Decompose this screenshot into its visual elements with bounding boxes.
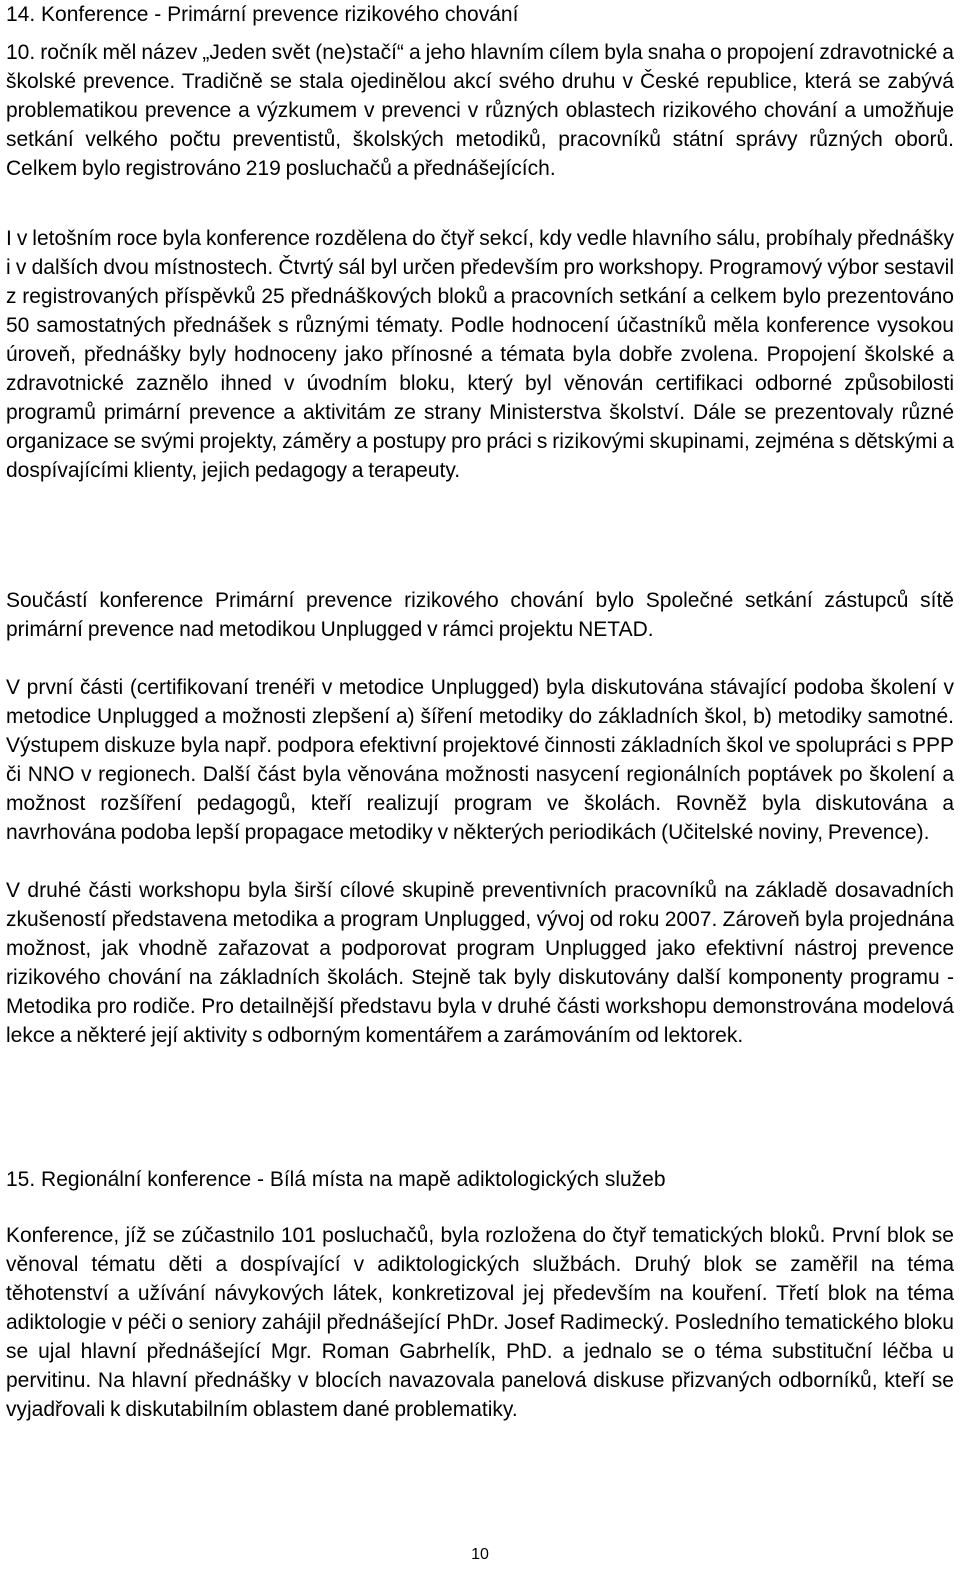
section-14-heading: 14. Konference - Primární prevence rizikového chování	[6, 3, 519, 26]
section-14-paragraph-1: 10. ročník měl název „Jeden svět (ne)stačí“ a jeho hlavním cílem byla snaha o propojení zdravotnické a školské prevence. Tradičně se stala ojedinělou akcí svého druhu v České republice, která se zabývá problematikou prevence a výzkumem v prevenci v různých oblastech rizikového chování a umožňuje setkání velkého počtu preventistů, školských metodiků, pracovníků státní správy různých oborů. Celkem bylo registrováno 219 posluchačů a přednášejících.	[6, 41, 954, 180]
section-14-paragraph-2: I v letošním roce byla konference rozdělena do čtyř sekcí, kdy vedle hlavního sálu, probíhaly přednášky i v dalších dvou místnostech. Čtvrtý sál byl určen především pro workshopy. Programový výbor sestavil z registrovaných příspěvků 25 přednáškových bloků a pracovních setkání a celkem bylo prezentováno 50 samostatných přednášek s různými tématy. Podle hodnocení účastníků měla konference vysokou úroveň, přednášky byly hodnoceny jako přínosné a témata byla dobře zvolena. Propojení školské a zdravotnické zaznělo ihned v úvodním bloku, který byl věnován certifikaci odborné způsobilosti programů primární prevence a aktivitám ze strany Ministerstva školství. Dále se prezentovaly různé organizace se svými projekty, záměry a postupy pro práci s rizikovými skupinami, zejména s dětskými a dospívajícími klienty, jejich pedagogy a terapeuty.	[6, 227, 954, 482]
section-14-paragraph-3: Součástí konference Primární prevence rizikového chování bylo Společné setkání zástupců sítě primární prevence nad metodikou Unplugged v rámci projektu NETAD.	[6, 589, 954, 641]
page-number: 10	[471, 1546, 489, 1563]
section-15-paragraph-1: Konference, jíž se zúčastnilo 101 posluchačů, byla rozložena do čtyř tematických bloků. První blok se věnoval tématu děti a dospívající v adiktologických službách. Druhý blok se zaměřil na téma těhotenství a užívání návykových látek, konkretizoval jej především na kouření. Třetí blok na téma adiktologie v péči o seniory zahájil přednášející PhDr. Josef Radimecký. Posledního tematického bloku se ujal hlavní přednášející Mgr. Roman Gabrhelík, PhD. a jednalo se o téma substituční léčba u pervitinu. Na hlavní přednášky v blocích navazovala panelová diskuse přizvaných odborníků, kteří se vyjadřovali k diskutabilním oblastem dané problematiky.	[6, 1224, 954, 1421]
section-14-paragraph-5: V druhé části workshopu byla širší cílové skupině preventivních pracovníků na základě dosavadních zkušeností představena metodika a program Unplugged, vývoj od roku 2007. Zároveň byla projednána možnost, jak vhodně zařazovat a podporovat program Unplugged jako efektivní nástroj prevence rizikového chování na základních školách. Stejně tak byly diskutovány další komponenty programu - Metodika pro rodiče. Pro detailnější představu byla v druhé části workshopu demonstrována modelová lekce a některé její aktivity s odborným komentářem a zarámováním od lektorek.	[6, 879, 954, 1047]
section-15-heading: 15. Regionální konference - Bílá místa na mapě adiktologických služeb	[6, 1168, 666, 1191]
section-14-paragraph-4: V první části (certifikovaní trenéři v metodice Unplugged) byla diskutována stávající podoba školení v metodice Unplugged a možnosti zlepšení a) šíření metodiky do základních škol, b) metodiky samotné. Výstupem diskuze byla např. podpora efektivní projektové činnosti základních škol ve spolupráci s PPP či NNO v regionech. Další část byla věnována možnosti nasycení regionálních poptávek po školení a možnost rozšíření pedagogů, kteří realizují program ve školách. Rovněž byla diskutována a navrhována podoba lepší propagace metodiky v některých periodikách (Učitelské noviny, Prevence).	[6, 676, 954, 844]
